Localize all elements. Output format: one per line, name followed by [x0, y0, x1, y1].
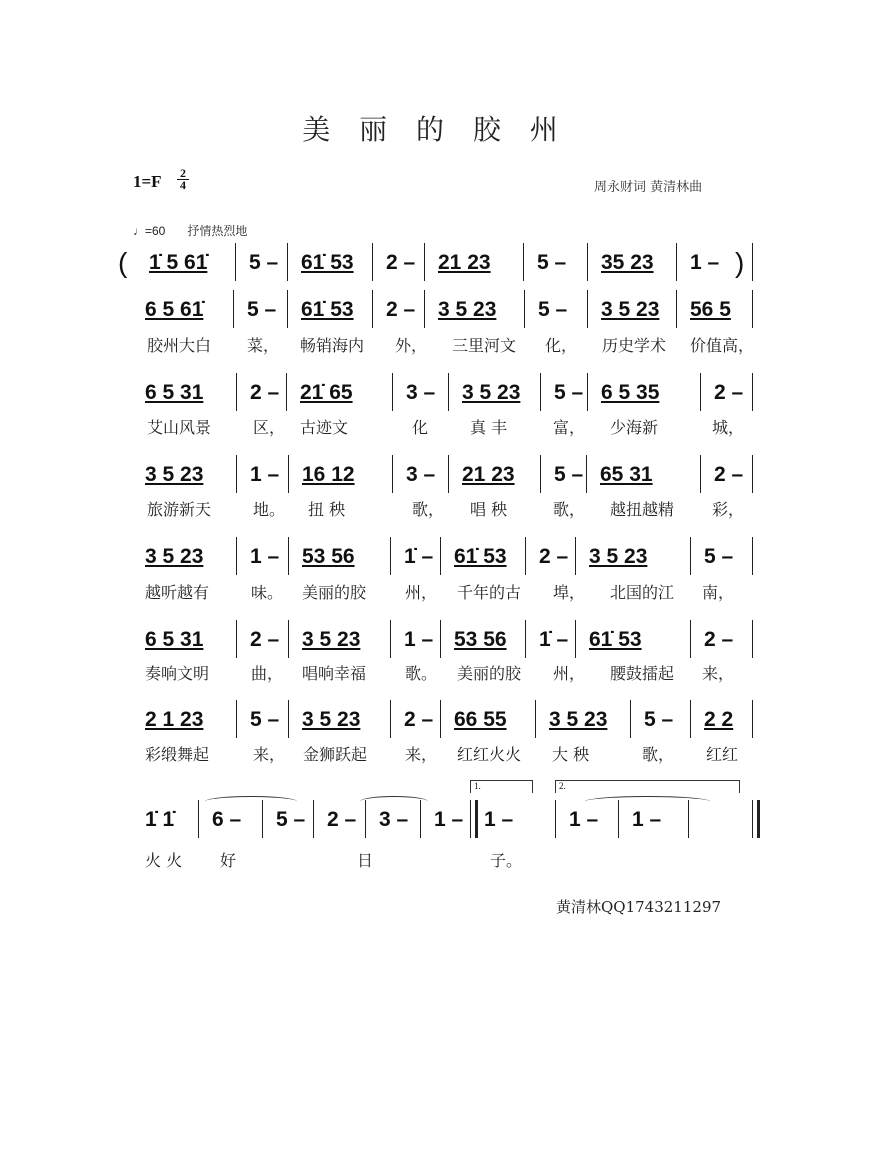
tie-slur	[585, 796, 710, 807]
barline	[524, 290, 525, 328]
lyric-segment: 化，	[545, 336, 578, 355]
barline	[390, 537, 391, 575]
measure: 1 –	[484, 808, 514, 831]
barline	[235, 243, 236, 281]
barline	[676, 290, 677, 328]
lyric-segment: 子。	[490, 851, 523, 870]
barline	[288, 620, 289, 658]
lyric-segment: 外，	[395, 336, 428, 355]
lyric-segment: 曲，	[251, 664, 284, 683]
barline	[700, 455, 701, 493]
lyric-segment: 真 丰	[470, 418, 508, 437]
measure: 3 5 23	[589, 545, 648, 568]
measure: 5 –	[538, 298, 568, 321]
measure: 61̇ 53	[589, 628, 642, 651]
measure: 21 23	[438, 251, 491, 274]
measure: 3 5 23	[302, 628, 361, 651]
barline	[440, 537, 441, 575]
tie-slur	[205, 796, 297, 807]
lyricist-composer: 周永财词 黄清林曲	[594, 180, 703, 195]
barline	[540, 455, 541, 493]
measure: 53 56	[302, 545, 355, 568]
measure: 61̇ 53	[301, 298, 354, 321]
lyric-segment: 歌，	[642, 745, 675, 764]
barline	[575, 537, 576, 575]
lyric-segment: 金狮跃起	[303, 745, 368, 764]
tie-slur	[360, 796, 428, 807]
barline	[236, 537, 237, 575]
measure: 16 12	[302, 463, 355, 486]
measure: 65 31	[600, 463, 653, 486]
lyric-segment: 化	[412, 418, 429, 437]
lyric-segment: 区，	[253, 418, 286, 437]
barline	[236, 700, 237, 738]
lyric-segment: 畅销海内	[300, 336, 365, 355]
measure: 3 5 23	[145, 545, 204, 568]
measure: 3 5 23	[438, 298, 497, 321]
measure: 66 55	[454, 708, 507, 731]
lyric-segment: 味。	[251, 583, 284, 602]
barline	[440, 700, 441, 738]
barline	[448, 373, 449, 411]
volta-2: 2.	[555, 780, 740, 793]
barline	[676, 243, 677, 281]
measure: 5 –	[704, 545, 734, 568]
barline	[288, 537, 289, 575]
measure: 2 –	[714, 381, 744, 404]
lyric-segment: 胶州大白	[147, 336, 212, 355]
barline	[236, 455, 237, 493]
measure: 1 –	[250, 463, 280, 486]
lyric-segment: 少海新	[610, 418, 659, 437]
measure: 35 23	[601, 251, 654, 274]
lyric-segment: 火 火	[145, 851, 183, 870]
measure: 53 56	[454, 628, 507, 651]
lyric-segment: 歌。	[405, 664, 438, 683]
double-barline	[752, 800, 760, 838]
lyric-segment: 富，	[553, 418, 586, 437]
lyric-segment: 唱响幸福	[302, 664, 367, 683]
lyric-segment: 菜，	[247, 336, 280, 355]
measure: 6 5 31	[145, 381, 204, 404]
measure: 3 –	[379, 808, 409, 831]
barline	[535, 700, 536, 738]
barline	[586, 455, 587, 493]
song-title: 美 丽 的 胶 州	[302, 113, 568, 146]
measure: 1 –	[632, 808, 662, 831]
measure: 1 –	[690, 251, 720, 274]
barline	[236, 620, 237, 658]
measure: 5 –	[247, 298, 277, 321]
measure: 1 –	[404, 628, 434, 651]
barline	[440, 620, 441, 658]
lyric-segment: 腰鼓擂起	[610, 664, 675, 683]
measure: 3 5 23	[302, 708, 361, 731]
measure: 5 –	[250, 708, 280, 731]
measure: 2 –	[327, 808, 357, 831]
measure: 21̇ 65	[300, 381, 353, 404]
measure: 2 –	[714, 463, 744, 486]
measure: 56 5	[690, 298, 731, 321]
barline	[372, 243, 373, 281]
lyric-segment: 越听越有	[145, 583, 210, 602]
lyric-segment: 歌，	[553, 500, 586, 519]
expression-marking: 抒情热烈地	[187, 224, 248, 238]
barline	[525, 620, 526, 658]
lyric-segment: 古迹文	[300, 418, 349, 437]
footer-credit: 黄清林QQ1743211297	[556, 898, 722, 916]
barline	[288, 700, 289, 738]
measure: 3 5 23	[549, 708, 608, 731]
key-signature: 1=F	[133, 172, 162, 191]
lyric-segment: 价值高，	[690, 336, 755, 355]
measure: 2 –	[704, 628, 734, 651]
measure: 1̇ 1̇	[145, 808, 175, 831]
barline	[372, 290, 373, 328]
barline	[752, 700, 753, 738]
barline	[690, 700, 691, 738]
lyric-segment: 美丽的胶	[302, 583, 367, 602]
lyric-segment: 历史学术	[602, 336, 667, 355]
lyric-segment: 红红火火	[457, 745, 522, 764]
measure: 3 5 23	[462, 381, 521, 404]
measure: 3 –	[406, 463, 436, 486]
measure: 3 5 23	[145, 463, 204, 486]
barline	[587, 373, 588, 411]
lyric-segment: 美丽的胶	[457, 664, 522, 683]
measure: 1 –	[250, 545, 280, 568]
barline	[390, 620, 391, 658]
barline	[555, 800, 556, 838]
lyric-segment: 歌，	[412, 500, 445, 519]
lyric-segment: 三里河文	[452, 336, 517, 355]
barline	[424, 290, 425, 328]
barline	[236, 373, 237, 411]
open-paren: (	[118, 247, 128, 278]
barline	[286, 373, 287, 411]
tempo-value: ♩=60	[133, 224, 166, 238]
lyric-segment: 红红	[706, 745, 739, 764]
measure: 2 –	[386, 251, 416, 274]
barline	[233, 290, 234, 328]
barline	[752, 290, 753, 328]
measure: 6 5 61̇	[145, 298, 204, 321]
measure: 2 2	[704, 708, 734, 731]
measure: 2 –	[404, 708, 434, 731]
lyric-segment: 州，	[553, 664, 586, 683]
barline	[390, 700, 391, 738]
measure: 61̇ 53	[454, 545, 507, 568]
measure: 2 –	[386, 298, 416, 321]
lyric-segment: 奏响文明	[145, 664, 210, 683]
measure: 61̇ 53	[301, 251, 354, 274]
barline	[690, 537, 691, 575]
measure: 2 –	[250, 381, 280, 404]
barline	[540, 373, 541, 411]
measure: 5 –	[276, 808, 306, 831]
barline	[752, 455, 753, 493]
barline	[525, 537, 526, 575]
measure: 2 1 23	[145, 708, 204, 731]
lyric-segment: 地。	[253, 500, 286, 519]
measure: 5 –	[249, 251, 279, 274]
measure: 5 –	[554, 463, 584, 486]
volta-1: 1.	[470, 780, 533, 793]
tempo-marking	[133, 222, 247, 239]
measure: 1̇ –	[404, 545, 434, 568]
barline	[752, 373, 753, 411]
lyric-segment: 唱 秧	[470, 500, 508, 519]
measure: 21 23	[462, 463, 515, 486]
lyric-segment: 城，	[712, 418, 745, 437]
barline	[448, 455, 449, 493]
lyric-segment: 来，	[702, 664, 735, 683]
measure: 2 –	[250, 628, 280, 651]
lyric-segment: 彩，	[712, 500, 745, 519]
barline	[424, 243, 425, 281]
barline	[752, 243, 753, 281]
time-signature: 2 4	[177, 168, 189, 191]
barline	[587, 290, 588, 328]
measure: 1 –	[434, 808, 464, 831]
measure: 5 –	[554, 381, 584, 404]
lyric-segment: 越扭越精	[610, 500, 675, 519]
lyric-segment: 千年的古	[457, 583, 522, 602]
barline	[630, 700, 631, 738]
measure: 1̇ –	[539, 628, 569, 651]
measure: 3 –	[406, 381, 436, 404]
barline	[288, 455, 289, 493]
barline	[287, 290, 288, 328]
measure: 6 5 31	[145, 628, 204, 651]
barline	[752, 620, 753, 658]
barline	[587, 243, 588, 281]
measure: 6 5 35	[601, 381, 660, 404]
barline	[700, 373, 701, 411]
lyric-segment: 彩缎舞起	[145, 745, 210, 764]
barline	[287, 243, 288, 281]
lyric-segment: 州，	[405, 583, 438, 602]
measure: 6 –	[212, 808, 242, 831]
measure: 3 5 23	[601, 298, 660, 321]
barline	[752, 537, 753, 575]
measure: 1̇ 5 61̇	[149, 251, 208, 274]
close-paren: )	[735, 247, 745, 278]
lyric-segment: 好	[220, 851, 237, 870]
lyric-segment: 来，	[405, 745, 438, 764]
lyric-segment: 大 秧	[552, 745, 590, 764]
barline	[198, 800, 199, 838]
barline	[523, 243, 524, 281]
barline	[392, 373, 393, 411]
lyric-segment: 扭 秧	[308, 500, 346, 519]
double-barline	[470, 800, 478, 838]
lyric-segment: 来，	[253, 745, 286, 764]
barline	[313, 800, 314, 838]
lyric-segment: 埠，	[553, 583, 586, 602]
lyric-segment: 北国的江	[610, 583, 675, 602]
barline	[575, 620, 576, 658]
barline	[690, 620, 691, 658]
lyric-segment: 南，	[702, 583, 735, 602]
measure: 5 –	[537, 251, 567, 274]
barline	[392, 455, 393, 493]
measure: 1 –	[569, 808, 599, 831]
measure: 2 –	[539, 545, 569, 568]
lyric-segment: 旅游新天	[147, 500, 212, 519]
lyric-segment: 艾山风景	[147, 418, 212, 437]
lyric-segment: 日	[357, 851, 374, 870]
measure: 5 –	[644, 708, 674, 731]
